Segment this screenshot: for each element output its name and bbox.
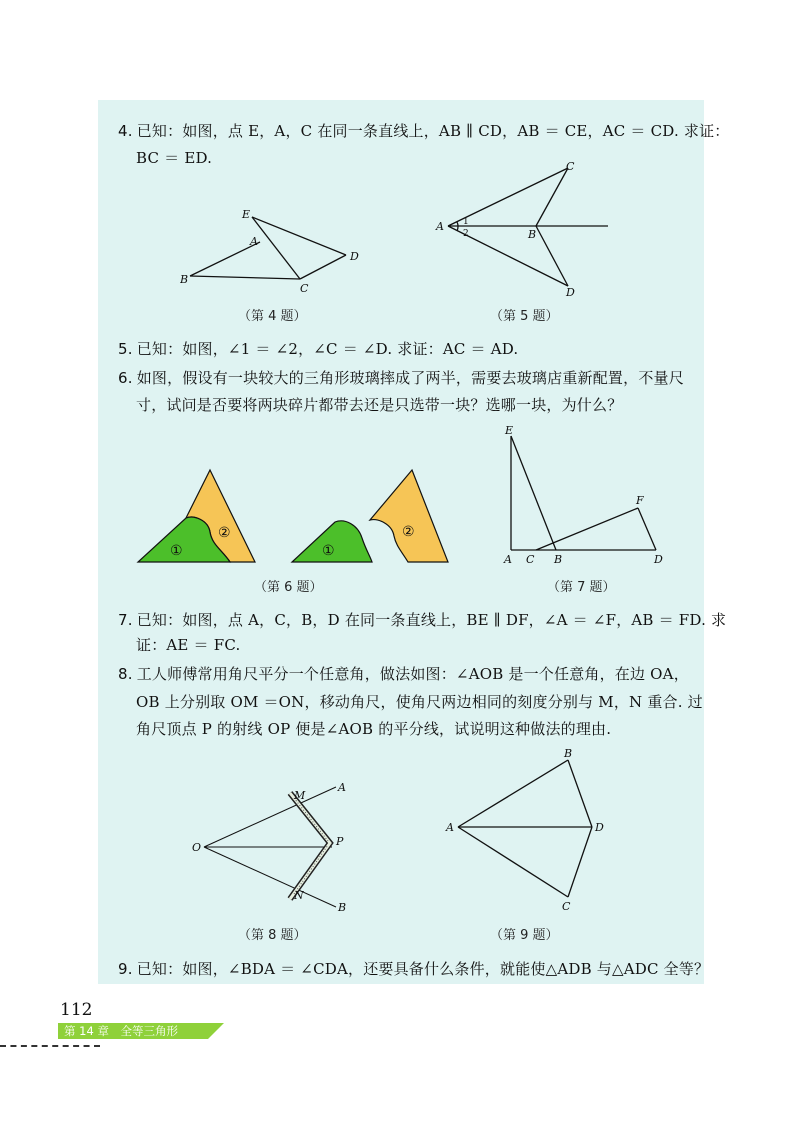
problem-6-line-2: 寸，试问是否要将两块碎片都带去还是只选带一块？选哪一块，为什么？ (136, 396, 623, 414)
label-d: D (654, 553, 663, 566)
problem-number: 8. (118, 665, 133, 683)
label-a: A (250, 235, 258, 248)
label-b: B (338, 901, 347, 914)
dashed-rule (0, 1045, 100, 1049)
carpenter-square (290, 793, 330, 899)
problem-8 (118, 665, 689, 684)
label-o: O (192, 841, 202, 854)
ray-oa (204, 787, 336, 847)
label-f: F (636, 494, 644, 507)
label-broken-piece-2: ② (402, 524, 415, 540)
problem-text: 如图，假设有一块较大的三角形玻璃摔成了两半，需要去玻璃店重新配置，不量尺 (136, 369, 684, 387)
problem-8-line-2: OB 上分别取 OM ＝ON，移动角尺，使角尺两边相同的刻度分别与 M，N 重合. 过 (136, 693, 703, 711)
problem-6 (118, 369, 684, 388)
segment-ac (458, 827, 568, 897)
problem-text: 已知：如图，点 E，A，C 在同一条直线上，AB ∥ CD，AB ＝ CE，AC ＝ CD. 求证： (136, 122, 730, 140)
problem-text: 工人师傅常用角尺平分一个任意角，做法如图：∠AOB 是一个任意角，在边 OA， (136, 665, 689, 683)
problem-number: 4. (118, 122, 133, 140)
label-n: N (294, 889, 304, 902)
problem-number: 6. (118, 369, 133, 387)
angle-label-1: 1 (463, 217, 469, 227)
segment-bd (536, 226, 568, 286)
figure-9 (440, 745, 620, 915)
label-b: B (554, 553, 563, 566)
segment-ab (458, 760, 568, 827)
label-piece-1: ① (170, 543, 183, 559)
figure-6 (130, 460, 460, 568)
figure-8 (190, 775, 360, 915)
label-a: A (504, 553, 512, 566)
label-p: P (336, 835, 344, 848)
segment-bd (568, 760, 592, 827)
segment-bc (190, 276, 300, 279)
label-a: A (338, 781, 346, 794)
problem-number: 9. (118, 960, 133, 978)
problem-text: 已知：如图，∠BDA ＝ ∠CDA，还要具备什么条件，就能使△ADB 与△ADC 全等？ (136, 960, 710, 978)
label-e: E (505, 424, 514, 437)
segment-bc (536, 168, 568, 226)
problem-4 (118, 122, 730, 141)
label-d: D (595, 821, 604, 834)
label-c: C (300, 282, 309, 295)
label-a: A (436, 220, 444, 233)
angle-label-2: 2 (463, 229, 469, 239)
label-c: C (566, 160, 575, 173)
problem-text: 已知：如图，点 A，C，B，D 在同一条直线上，BE ∥ DF，∠A ＝ ∠F，AB ＝ FD. 求 (136, 611, 727, 629)
caption-4: （第 4 题） (238, 309, 307, 324)
segment-cf (536, 508, 638, 550)
label-c: C (562, 900, 571, 913)
figure-7 (496, 420, 676, 570)
caption-5: （第 5 题） (490, 309, 559, 324)
broken-piece-2 (370, 470, 448, 562)
problem-8-line-3: 角尺顶点 P 的射线 OP 便是∠AOB 的平分线，试说明这种做法的理由. (136, 720, 612, 738)
segment-cd (568, 827, 592, 897)
caption-9: （第 9 题） (490, 928, 559, 943)
problem-number: 7. (118, 611, 133, 629)
problem-4-line-2: BC ＝ ED. (136, 149, 213, 167)
problem-5 (118, 340, 518, 359)
label-b: B (528, 228, 537, 241)
ray-ob (204, 847, 336, 907)
segment-fd (638, 508, 656, 550)
problem-7-line-2: 证：AE ＝ FC. (136, 636, 241, 654)
figure-4 (180, 205, 370, 297)
caption-6: （第 6 题） (254, 580, 323, 595)
problem-text: 已知：如图，∠1 ＝ ∠2，∠C ＝ ∠D. 求证：AC ＝ AD. (136, 340, 519, 358)
label-e: E (242, 208, 251, 221)
page-number: 112 (60, 1000, 93, 1020)
caption-7: （第 7 题） (547, 580, 616, 595)
label-b: B (564, 747, 573, 760)
label-c: C (526, 553, 535, 566)
segment-eb (511, 436, 556, 550)
label-b: B (180, 273, 189, 286)
problem-7 (118, 611, 726, 630)
label-d: D (350, 250, 359, 263)
chapter-title: 第 14 章 全等三角形 (64, 1024, 178, 1038)
problem-number: 5. (118, 340, 133, 358)
segment-cd (300, 255, 346, 279)
label-broken-piece-1: ① (322, 543, 335, 559)
figure-5 (430, 158, 620, 298)
angle-mark-2 (457, 226, 458, 231)
label-d: D (566, 286, 575, 298)
label-a: A (446, 821, 454, 834)
label-m: M (294, 789, 306, 802)
label-piece-2: ② (218, 525, 231, 541)
caption-8: （第 8 题） (238, 928, 307, 943)
problem-9 (118, 960, 709, 979)
